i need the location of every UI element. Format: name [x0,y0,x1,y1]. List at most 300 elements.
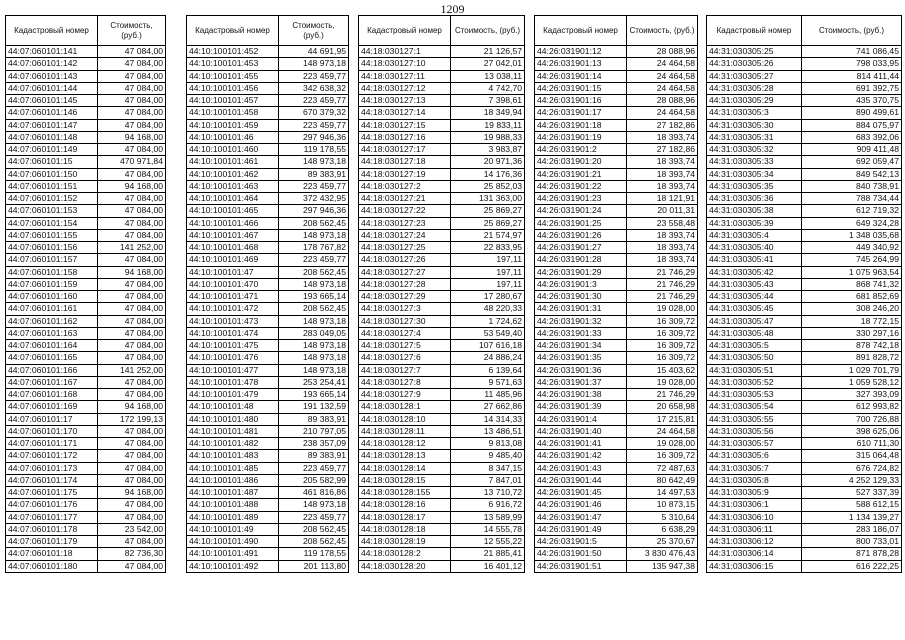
cost-cell: 148 973,18 [279,364,349,376]
table-row [359,450,525,462]
cost-cell: 107 616,18 [451,340,525,352]
cadastral-number-cell: 44:31:030305:28 [707,82,802,94]
table-row [535,58,698,70]
table-row [359,474,525,486]
table-row [6,474,166,486]
cadastral-number-cell: 44:07:060101:170 [6,425,98,437]
cadastral-number-cell: 44:18:030127:11 [359,70,451,82]
cadastral-number-cell: 44:18:030127:26 [359,254,451,266]
cost-cell: 676 724,82 [802,462,902,474]
cost-cell: 253 254,41 [279,376,349,388]
cost-cell: 683 392,06 [802,131,902,143]
cadastral-number-cell: 44:18:030127:1 [359,46,451,58]
header-cost: Стоимость, (руб.) [627,16,698,46]
table-row [535,193,698,205]
cost-cell: 94 168,00 [98,131,166,143]
table-row [535,487,698,499]
cadastral-number-cell: 44:18:030127:12 [359,82,451,94]
cost-cell: 208 562,45 [279,536,349,548]
table-row [6,82,166,94]
table-row [187,340,349,352]
cost-cell: 18 121,91 [627,193,698,205]
cadastral-number-cell: 44:07:060101:176 [6,499,98,511]
table-row [359,327,525,339]
cadastral-number-cell: 44:31:030305:39 [707,217,802,229]
cost-cell: 24 464,58 [627,425,698,437]
table-row [6,401,166,413]
cadastral-number-cell: 44:18:030127:15 [359,119,451,131]
cadastral-number-cell: 44:26:031901:12 [535,46,627,58]
table-row [359,82,525,94]
cost-cell: 193 665,14 [279,291,349,303]
table-row [707,450,902,462]
cadastral-number-cell: 44:10:100101:487 [187,487,279,499]
cost-cell: 878 742,18 [802,340,902,352]
cadastral-number-cell: 44:07:060101:146 [6,107,98,119]
cost-cell: 7 398,61 [451,95,525,107]
cadastral-number-cell: 44:26:031901:13 [535,58,627,70]
cost-cell: 27 042,01 [451,58,525,70]
cost-cell: 191 132,59 [279,401,349,413]
cadastral-number-cell: 44:10:100101:477 [187,364,279,376]
cost-cell: 588 612,15 [802,499,902,511]
cadastral-number-cell: 44:26:031901:26 [535,229,627,241]
cost-cell: 327 393,09 [802,389,902,401]
cadastral-number-cell: 44:10:100101:488 [187,499,279,511]
cadastral-number-cell: 44:10:100101:48 [187,401,279,413]
table-row [707,82,902,94]
cadastral-number-cell: 44:26:031901:46 [535,499,627,511]
cost-cell: 18 393,74 [627,156,698,168]
cadastral-number-cell: 44:26:031901:19 [535,131,627,143]
cost-cell: 89 383,91 [279,413,349,425]
table-row [187,352,349,364]
cost-cell: 25 852,03 [451,180,525,192]
cost-cell: 670 379,32 [279,107,349,119]
cost-cell: 193 665,14 [279,389,349,401]
table-row [359,376,525,388]
table-row [6,205,166,217]
table-row [359,156,525,168]
cadastral-number-cell: 44:07:060101:144 [6,82,98,94]
table-row [187,107,349,119]
cadastral-number-cell: 44:18:030127:29 [359,291,451,303]
cadastral-number-cell: 44:18:030127:14 [359,107,451,119]
cost-cell: 17 215,81 [627,413,698,425]
table-row [6,217,166,229]
cost-cell: 21 126,57 [451,46,525,58]
table-row [535,254,698,266]
cadastral-number-cell: 44:18:030128:16 [359,499,451,511]
table-row [535,413,698,425]
table-row [359,131,525,143]
cadastral-number-cell: 44:10:100101:457 [187,95,279,107]
cost-cell: 798 033,95 [802,58,902,70]
cadastral-number-cell: 44:31:030305:52 [707,376,802,388]
table-row [187,376,349,388]
table-row [187,217,349,229]
cadastral-number-cell: 44:07:060101:142 [6,58,98,70]
cadastral-number-cell: 44:07:060101:165 [6,352,98,364]
table-row [707,413,902,425]
cadastral-number-cell: 44:26:031901:15 [535,82,627,94]
table-row [187,303,349,315]
cost-cell: 208 562,45 [279,303,349,315]
cadastral-number-cell: 44:18:030128:2 [359,548,451,560]
cadastral-number-cell: 44:31:030305:35 [707,180,802,192]
table-row [707,560,902,572]
cadastral-number-cell: 44:31:030305:56 [707,425,802,437]
table-row [359,548,525,560]
cost-cell: 20 971,36 [451,156,525,168]
cadastral-number-cell: 44:10:100101:455 [187,70,279,82]
cadastral-number-cell: 44:10:100101:467 [187,229,279,241]
cost-cell: 16 309,72 [627,315,698,327]
cost-cell: 25 370,67 [627,536,698,548]
table-row [187,389,349,401]
table-row [6,70,166,82]
table-row [187,278,349,290]
table-row [359,511,525,523]
cost-cell: 44 691,95 [279,46,349,58]
cadastral-number-cell: 44:07:060101:173 [6,462,98,474]
cadastral-number-cell: 44:18:030127:8 [359,376,451,388]
cost-cell: 47 084,00 [98,278,166,290]
cost-cell: 47 084,00 [98,119,166,131]
cadastral-number-cell: 44:31:030305:26 [707,58,802,70]
table-row [359,168,525,180]
cadastral-number-cell: 44:07:060101:149 [6,144,98,156]
cadastral-number-cell: 44:18:030128:11 [359,425,451,437]
table-row [187,144,349,156]
table-row [187,413,349,425]
cost-cell: 18 393,74 [627,254,698,266]
cadastral-number-cell: 44:07:060101:179 [6,536,98,548]
cost-cell: 47 084,00 [98,217,166,229]
cadastral-number-cell: 44:31:030305:38 [707,205,802,217]
cost-cell: 28 088,96 [627,95,698,107]
table-row [359,95,525,107]
header-cadastral-number: Кадастровый номер [359,16,451,46]
cadastral-number-cell: 44:07:060101:174 [6,474,98,486]
cadastral-number-cell: 44:10:100101:465 [187,205,279,217]
cadastral-number-cell: 44:10:100101:483 [187,450,279,462]
cost-cell: 223 459,77 [279,70,349,82]
cost-cell: 14 497,53 [627,487,698,499]
cadastral-number-cell: 44:18:030128:15 [359,474,451,486]
table-row [707,389,902,401]
cost-cell: 24 464,58 [627,58,698,70]
cadastral-number-cell: 44:31:030305:53 [707,389,802,401]
cadastral-number-cell: 44:10:100101:474 [187,327,279,339]
table-row [707,291,902,303]
cost-cell: 649 324,28 [802,217,902,229]
cadastral-number-cell: 44:26:031901:44 [535,474,627,486]
cost-cell: 18 349,94 [451,107,525,119]
cadastral-number-cell: 44:07:060101:154 [6,217,98,229]
table-row [707,364,902,376]
cost-cell: 10 873,15 [627,499,698,511]
cost-cell: 119 178,55 [279,548,349,560]
header-cost: Стоимость, (руб.) [98,16,166,46]
cadastral-number-cell: 44:18:030127:4 [359,327,451,339]
cost-cell: 178 767,82 [279,242,349,254]
cost-cell: 47 084,00 [98,560,166,572]
cost-cell: 47 084,00 [98,193,166,205]
cost-cell: 681 852,69 [802,291,902,303]
cost-cell: 223 459,77 [279,254,349,266]
cadastral-number-cell: 44:18:030127:21 [359,193,451,205]
cost-cell: 141 252,00 [98,364,166,376]
cadastral-number-cell: 44:10:100101:492 [187,560,279,572]
cadastral-number-cell: 44:31:030306:14 [707,548,802,560]
cadastral-number-cell: 44:31:030305:55 [707,413,802,425]
table-row [6,107,166,119]
cadastral-number-cell: 44:31:030305:31 [707,131,802,143]
table-row [187,131,349,143]
table-row [707,278,902,290]
table-row [6,425,166,437]
cost-cell: 20 658,98 [627,401,698,413]
cadastral-number-cell: 44:31:030305:41 [707,254,802,266]
table-row [6,242,166,254]
cadastral-number-cell: 44:18:030128:19 [359,536,451,548]
cost-cell: 11 485,96 [451,389,525,401]
cost-cell: 148 973,18 [279,156,349,168]
table-row [187,193,349,205]
cadastral-number-cell: 44:31:030305:8 [707,474,802,486]
table-row [6,291,166,303]
cadastral-number-cell: 44:18:030127:30 [359,315,451,327]
cadastral-number-cell: 44:26:031901:32 [535,315,627,327]
cost-cell: 1 029 701,79 [802,364,902,376]
cost-cell: 19 028,00 [627,438,698,450]
cadastral-number-cell: 44:26:031901:39 [535,401,627,413]
cadastral-number-cell: 44:10:100101:46 [187,131,279,143]
table-row [187,450,349,462]
table-row [187,70,349,82]
table-row [707,499,902,511]
table-row [187,254,349,266]
cost-cell: 6 638,29 [627,523,698,535]
table-row [187,205,349,217]
cost-cell: 47 084,00 [98,315,166,327]
table-row [6,523,166,535]
cadastral-number-cell: 44:18:030127:2 [359,180,451,192]
cadastral-number-cell: 44:26:031901:5 [535,536,627,548]
cadastral-number-cell: 44:18:030127:7 [359,364,451,376]
cost-cell: 297 946,36 [279,205,349,217]
cadastral-number-cell: 44:18:030127:9 [359,389,451,401]
cost-cell: 47 084,00 [98,46,166,58]
cadastral-number-cell: 44:26:031901:3 [535,278,627,290]
table-row [707,401,902,413]
cadastral-number-cell: 44:31:030305:27 [707,70,802,82]
cadastral-number-cell: 44:10:100101:470 [187,278,279,290]
table-row [359,487,525,499]
table-row [6,193,166,205]
cost-cell: 47 084,00 [98,70,166,82]
table-row [6,352,166,364]
table-row [535,376,698,388]
cadastral-number-cell: 44:10:100101:475 [187,340,279,352]
cost-cell: 283 049,05 [279,327,349,339]
cadastral-number-cell: 44:31:030305:3 [707,107,802,119]
table-row [187,229,349,241]
table-row [707,487,902,499]
table-row [6,168,166,180]
cadastral-table-2 [186,15,349,573]
table-row [707,266,902,278]
cadastral-number-cell: 44:31:030305:40 [707,242,802,254]
table-row [707,131,902,143]
cadastral-number-cell: 44:26:031901:30 [535,291,627,303]
cadastral-number-cell: 44:26:031901:23 [535,193,627,205]
cost-cell: 13 038,11 [451,70,525,82]
cadastral-number-cell: 44:18:030127:13 [359,95,451,107]
table-row [187,474,349,486]
cadastral-number-cell: 44:18:030128:20 [359,560,451,572]
cadastral-number-cell: 44:31:030305:25 [707,46,802,58]
table-row [535,291,698,303]
table-row [535,315,698,327]
table-row [6,95,166,107]
table-row [359,180,525,192]
table-row [707,523,902,535]
cost-cell: 21 746,29 [627,291,698,303]
cadastral-number-cell: 44:18:030127:19 [359,168,451,180]
cadastral-number-cell: 44:26:031901:50 [535,548,627,560]
table-row [707,144,902,156]
cost-cell: 47 084,00 [98,499,166,511]
cadastral-number-cell: 44:10:100101:478 [187,376,279,388]
cadastral-number-cell: 44:10:100101:456 [187,82,279,94]
cadastral-number-cell: 44:10:100101:469 [187,254,279,266]
cadastral-number-cell: 44:10:100101:489 [187,511,279,523]
cost-cell: 23 558,48 [627,217,698,229]
cost-cell: 14 176,36 [451,168,525,180]
cadastral-number-cell: 44:10:100101:466 [187,217,279,229]
cadastral-number-cell: 44:31:030305:7 [707,462,802,474]
cadastral-number-cell: 44:26:031901:18 [535,119,627,131]
cost-cell: 9 571,63 [451,376,525,388]
table-row [187,242,349,254]
cost-cell: 148 973,18 [279,58,349,70]
table-row [359,499,525,511]
cost-cell: 16 309,72 [627,327,698,339]
cost-cell: 871 878,28 [802,548,902,560]
cadastral-number-cell: 44:07:060101:171 [6,438,98,450]
table-row [187,58,349,70]
header-cost: Стоимость, (руб.) [279,16,349,46]
cadastral-number-cell: 44:10:100101:482 [187,438,279,450]
cost-cell: 788 734,44 [802,193,902,205]
cadastral-number-cell: 44:07:060101:147 [6,119,98,131]
cost-cell: 148 973,18 [279,278,349,290]
cadastral-number-cell: 44:07:060101:160 [6,291,98,303]
cost-cell: 741 086,45 [802,46,902,58]
cost-cell: 27 662,86 [451,401,525,413]
table-row [187,364,349,376]
table-row [187,487,349,499]
cost-cell: 47 084,00 [98,450,166,462]
cadastral-number-cell: 44:31:030305:5 [707,340,802,352]
table-row [707,193,902,205]
table-row [535,364,698,376]
cadastral-number-cell: 44:26:031901:51 [535,560,627,572]
table-row [187,327,349,339]
table-row [535,266,698,278]
table-row [707,425,902,437]
cost-cell: 24 464,58 [627,107,698,119]
header-cadastral-number: Кадастровый номер [6,16,98,46]
cadastral-number-cell: 44:18:030127:23 [359,217,451,229]
cost-cell: 172 199,13 [98,413,166,425]
header-cadastral-number: Кадастровый номер [707,16,802,46]
table-row [707,229,902,241]
table-row [359,425,525,437]
cadastral-number-cell: 44:10:100101:471 [187,291,279,303]
cost-cell: 16 401,12 [451,560,525,572]
cost-cell: 135 947,38 [627,560,698,572]
table-row [6,548,166,560]
table-row [6,389,166,401]
table-row [535,352,698,364]
cadastral-number-cell: 44:26:031901:27 [535,242,627,254]
cost-cell: 47 084,00 [98,389,166,401]
cadastral-number-cell: 44:26:031901:49 [535,523,627,535]
table-row [707,303,902,315]
cost-cell: 80 642,49 [627,474,698,486]
cadastral-number-cell: 44:10:100101:47 [187,266,279,278]
cost-cell: 18 393,74 [627,180,698,192]
cadastral-number-cell: 44:07:060101:162 [6,315,98,327]
cost-cell: 238 357,09 [279,438,349,450]
cost-cell: 141 252,00 [98,242,166,254]
cost-cell: 94 168,00 [98,401,166,413]
cost-cell: 210 797,05 [279,425,349,437]
cost-cell: 131 363,00 [451,193,525,205]
cost-cell: 7 847,01 [451,474,525,486]
cadastral-number-cell: 44:07:060101:152 [6,193,98,205]
cost-cell: 25 869,27 [451,205,525,217]
table-row [359,291,525,303]
header-cadastral-number: Кадастровый номер [535,16,627,46]
cadastral-number-cell: 44:31:030305:29 [707,95,802,107]
cost-cell: 24 464,58 [627,82,698,94]
table-row [535,229,698,241]
cadastral-number-cell: 44:07:060101:178 [6,523,98,535]
cost-cell: 47 084,00 [98,254,166,266]
table-row [6,364,166,376]
cost-cell: 470 971,84 [98,156,166,168]
cost-cell: 148 973,18 [279,499,349,511]
table-row [535,131,698,143]
table-row [6,499,166,511]
cadastral-number-cell: 44:26:031901:25 [535,217,627,229]
cadastral-number-cell: 44:10:100101:49 [187,523,279,535]
table-row [535,107,698,119]
table-row [359,119,525,131]
cadastral-number-cell: 44:18:030127:27 [359,266,451,278]
cost-cell: 1 134 139,27 [802,511,902,523]
cadastral-number-cell: 44:10:100101:485 [187,462,279,474]
cadastral-number-cell: 44:31:030305:4 [707,229,802,241]
cadastral-number-cell: 44:26:031901:35 [535,352,627,364]
cost-cell: 19 833,11 [451,119,525,131]
cadastral-number-cell: 44:10:100101:476 [187,352,279,364]
table-row [359,107,525,119]
